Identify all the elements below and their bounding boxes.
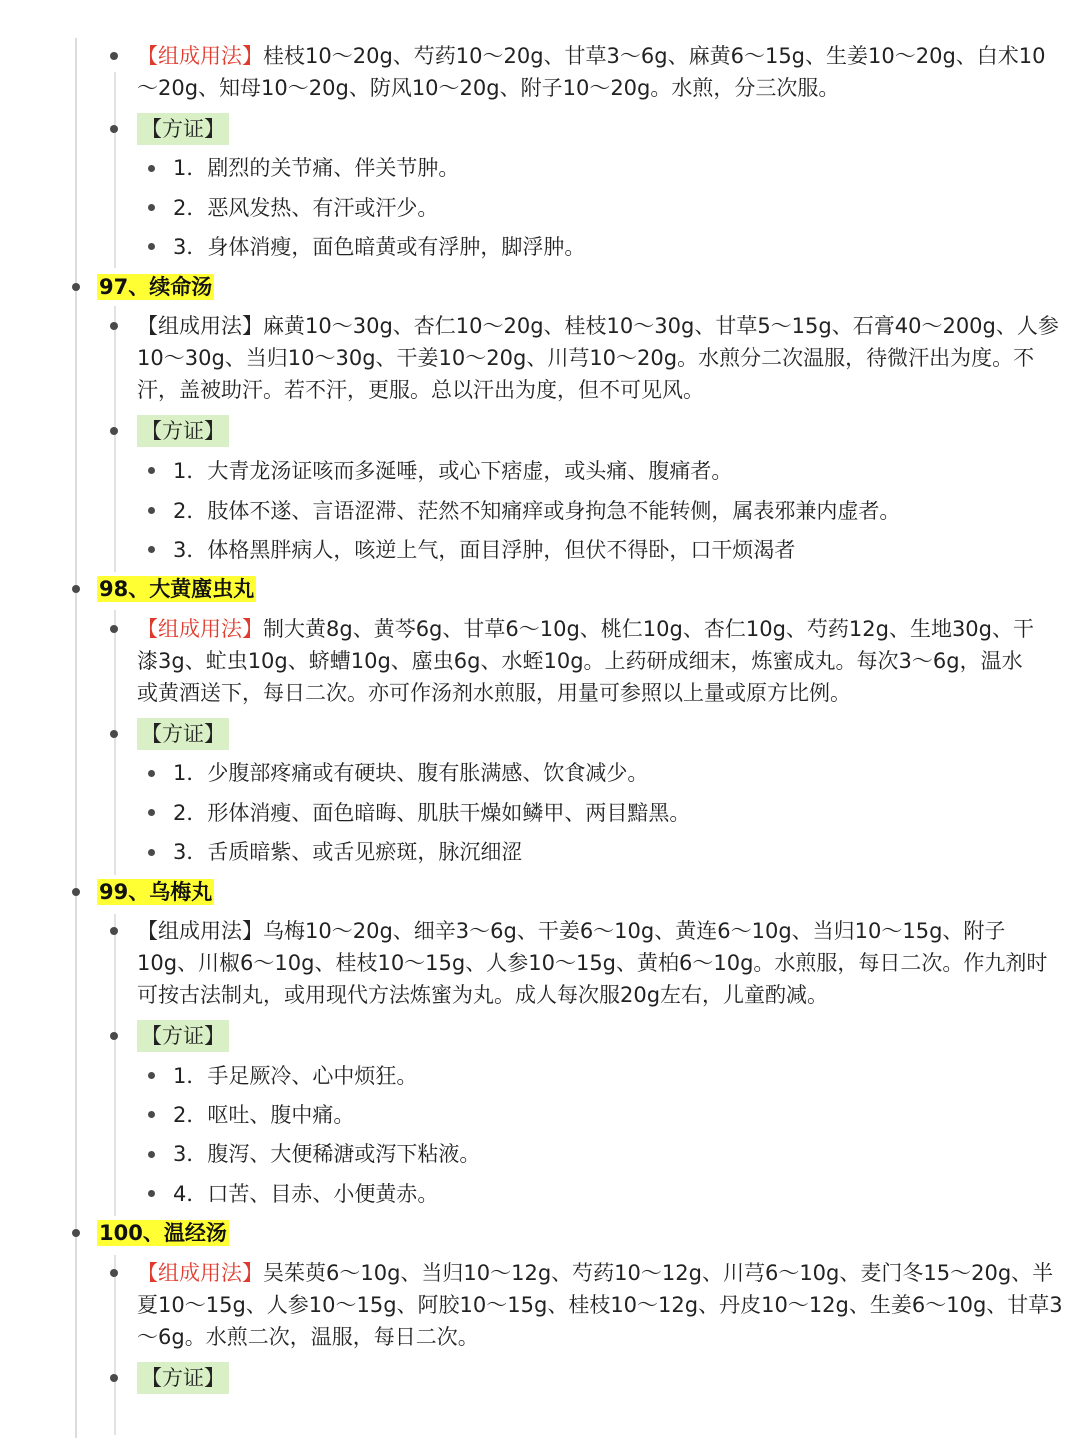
composition-label: 【组成用法】 bbox=[137, 617, 263, 641]
composition-line: 漆3g、虻虫10g、蛴螬10g、䗪虫6g、水蛭10g。上药研成细末，炼蜜成丸。每次3～6g，温水 bbox=[137, 649, 1023, 673]
composition-line: ～20g、知母10～20g、防风10～20g、附子10～20g。水煎，分三次服。 bbox=[137, 76, 840, 100]
indication-item: 3．身体消瘦，面色暗黄或有浮肿，脚浮肿。 bbox=[173, 235, 586, 259]
indication-label: 【方证】 bbox=[137, 718, 229, 750]
bullet-dot bbox=[110, 927, 118, 935]
bullet-dot bbox=[110, 1269, 118, 1277]
composition-line: 10g、川椒6～10g、桂枝10～15g、人参10～15g、黄柏6～10g。水煎服，每日二次。作九剂时 bbox=[137, 951, 1048, 975]
composition-line: ～6g。水煎二次，温服，每日二次。 bbox=[137, 1325, 479, 1349]
formula-title-row bbox=[97, 876, 214, 908]
formula-title-row bbox=[97, 1217, 229, 1249]
indication-item: 1．剧烈的关节痛、伴关节肿。 bbox=[173, 156, 460, 180]
composition-label: 【组成用法】 bbox=[137, 44, 263, 68]
bullet-dot bbox=[148, 507, 155, 514]
bullet-dot bbox=[148, 770, 155, 777]
indication-label-row bbox=[137, 1362, 229, 1394]
indication-label-row bbox=[137, 415, 229, 447]
indication-item: 1．手足厥冷、心中烦狂。 bbox=[173, 1064, 418, 1088]
indication-item: 2．呕吐、腹中痛。 bbox=[173, 1103, 355, 1127]
bullet-dot bbox=[148, 467, 155, 474]
bullet-dot bbox=[72, 1229, 80, 1237]
sub-guide-line bbox=[114, 610, 116, 875]
bullet-dot bbox=[110, 625, 118, 633]
indication-item: 2．形体消瘦、面色暗晦、肌肤干燥如鳞甲、两目黯黑。 bbox=[173, 801, 691, 825]
bullet-dot bbox=[148, 1151, 155, 1158]
indication-label: 【方证】 bbox=[137, 1362, 229, 1394]
composition-line: 【组成用法】制大黄8g、黄芩6g、甘草6～10g、桃仁10g、杏仁10g、芍药12g、生地30g、干 bbox=[137, 617, 1034, 641]
composition-label: 【组成用法】 bbox=[137, 314, 263, 338]
sub-guide-line bbox=[114, 914, 116, 1216]
indication-item: 3．舌质暗紫、或舌见瘀斑，脉沉细涩 bbox=[173, 840, 523, 864]
composition-line: 【组成用法】麻黄10～30g、杏仁10～20g、桂枝10～30g、甘草5～15g、石膏40～200g、人参 bbox=[137, 314, 1059, 338]
bullet-dot bbox=[148, 849, 155, 856]
indication-label: 【方证】 bbox=[137, 1020, 229, 1052]
bullet-dot bbox=[148, 809, 155, 816]
sub-guide-line bbox=[114, 306, 116, 572]
formula-title: 100、温经汤 bbox=[99, 1221, 227, 1245]
formula-title: 99、乌梅丸 bbox=[99, 880, 213, 904]
bullet-dot bbox=[72, 888, 80, 896]
indication-label-row bbox=[137, 718, 229, 750]
indication-item: 2．肢体不遂、言语涩滞、茫然不知痛痒或身拘急不能转侧，属表邪兼内虚者。 bbox=[173, 499, 901, 523]
composition-line: 夏10～15g、人参10～15g、阿胶10～15g、桂枝10～12g、丹皮10～12g、生姜6～10g、甘草3 bbox=[137, 1293, 1063, 1317]
composition-line: 10～30g、当归10～30g、干姜10～20g、川芎10～20g。水煎分二次温服，待微汗出为度。不 bbox=[137, 346, 1035, 370]
bullet-dot bbox=[148, 165, 155, 172]
bullet-dot bbox=[72, 585, 80, 593]
indication-item: 3．体格黑胖病人，咳逆上气，面目浮肿，但伏不得卧，口干烦渴者 bbox=[173, 538, 796, 562]
composition-line: 汗，盖被助汗。若不汗，更服。总以汗出为度，但不可见风。 bbox=[137, 378, 704, 402]
bullet-dot bbox=[72, 283, 80, 291]
indication-label-row bbox=[137, 113, 229, 145]
bullet-dot bbox=[148, 1072, 155, 1079]
bullet-dot bbox=[110, 125, 118, 133]
composition-line: 可按古法制丸，或用现代方法炼蜜为丸。成人每次服20g左右，儿童酌减。 bbox=[137, 983, 829, 1007]
composition-label: 【组成用法】 bbox=[137, 1261, 263, 1285]
indication-item: 4．口苦、目赤、小便黄赤。 bbox=[173, 1182, 439, 1206]
composition-line: 【组成用法】吴茱萸6～10g、当归10～12g、芍药10～12g、川芎6～10g、麦门冬15～20g、半 bbox=[137, 1261, 1054, 1285]
indication-label: 【方证】 bbox=[137, 415, 229, 447]
bullet-dot bbox=[110, 1374, 118, 1382]
bullet-dot bbox=[148, 1111, 155, 1118]
indication-item: 3．腹泻、大便稀溏或泻下粘液。 bbox=[173, 1142, 481, 1166]
formula-title-row bbox=[97, 271, 214, 303]
bullet-dot bbox=[110, 1032, 118, 1040]
bullet-dot bbox=[148, 243, 155, 250]
indication-item: 2．恶风发热、有汗或汗少。 bbox=[173, 196, 439, 220]
bullet-dot bbox=[148, 1190, 155, 1197]
sub-guide-line bbox=[114, 1255, 116, 1435]
sub-guide-line bbox=[114, 72, 116, 268]
composition-line: 【组成用法】桂枝10～20g、芍药10～20g、甘草3～6g、麻黄6～15g、生姜10～20g、白术10 bbox=[137, 44, 1046, 68]
indication-item: 1．大青龙汤证咳而多涎唾，或心下痞虚，或头痛、腹痛者。 bbox=[173, 459, 733, 483]
bullet-dot bbox=[110, 427, 118, 435]
formula-title: 98、大黄䗪虫丸 bbox=[99, 577, 255, 601]
formula-title-row bbox=[97, 573, 256, 605]
bullet-dot bbox=[110, 52, 118, 60]
indication-label-row bbox=[137, 1020, 229, 1052]
composition-line: 【组成用法】乌梅10～20g、细辛3～6g、干姜6～10g、黄连6～10g、当归10～15g、附子 bbox=[137, 919, 1006, 943]
bullet-dot bbox=[148, 204, 155, 211]
bullet-dot bbox=[110, 322, 118, 330]
composition-label: 【组成用法】 bbox=[137, 919, 263, 943]
composition-line: 或黄酒送下，每日二次。亦可作汤剂水煎服，用量可参照以上量或原方比例。 bbox=[137, 681, 851, 705]
outline-guide-line bbox=[75, 38, 77, 1438]
bullet-dot bbox=[148, 546, 155, 553]
formula-title: 97、续命汤 bbox=[99, 275, 213, 299]
indication-label: 【方证】 bbox=[137, 113, 229, 145]
bullet-dot bbox=[110, 730, 118, 738]
indication-item: 1．少腹部疼痛或有硬块、腹有胀满感、饮食减少。 bbox=[173, 761, 649, 785]
